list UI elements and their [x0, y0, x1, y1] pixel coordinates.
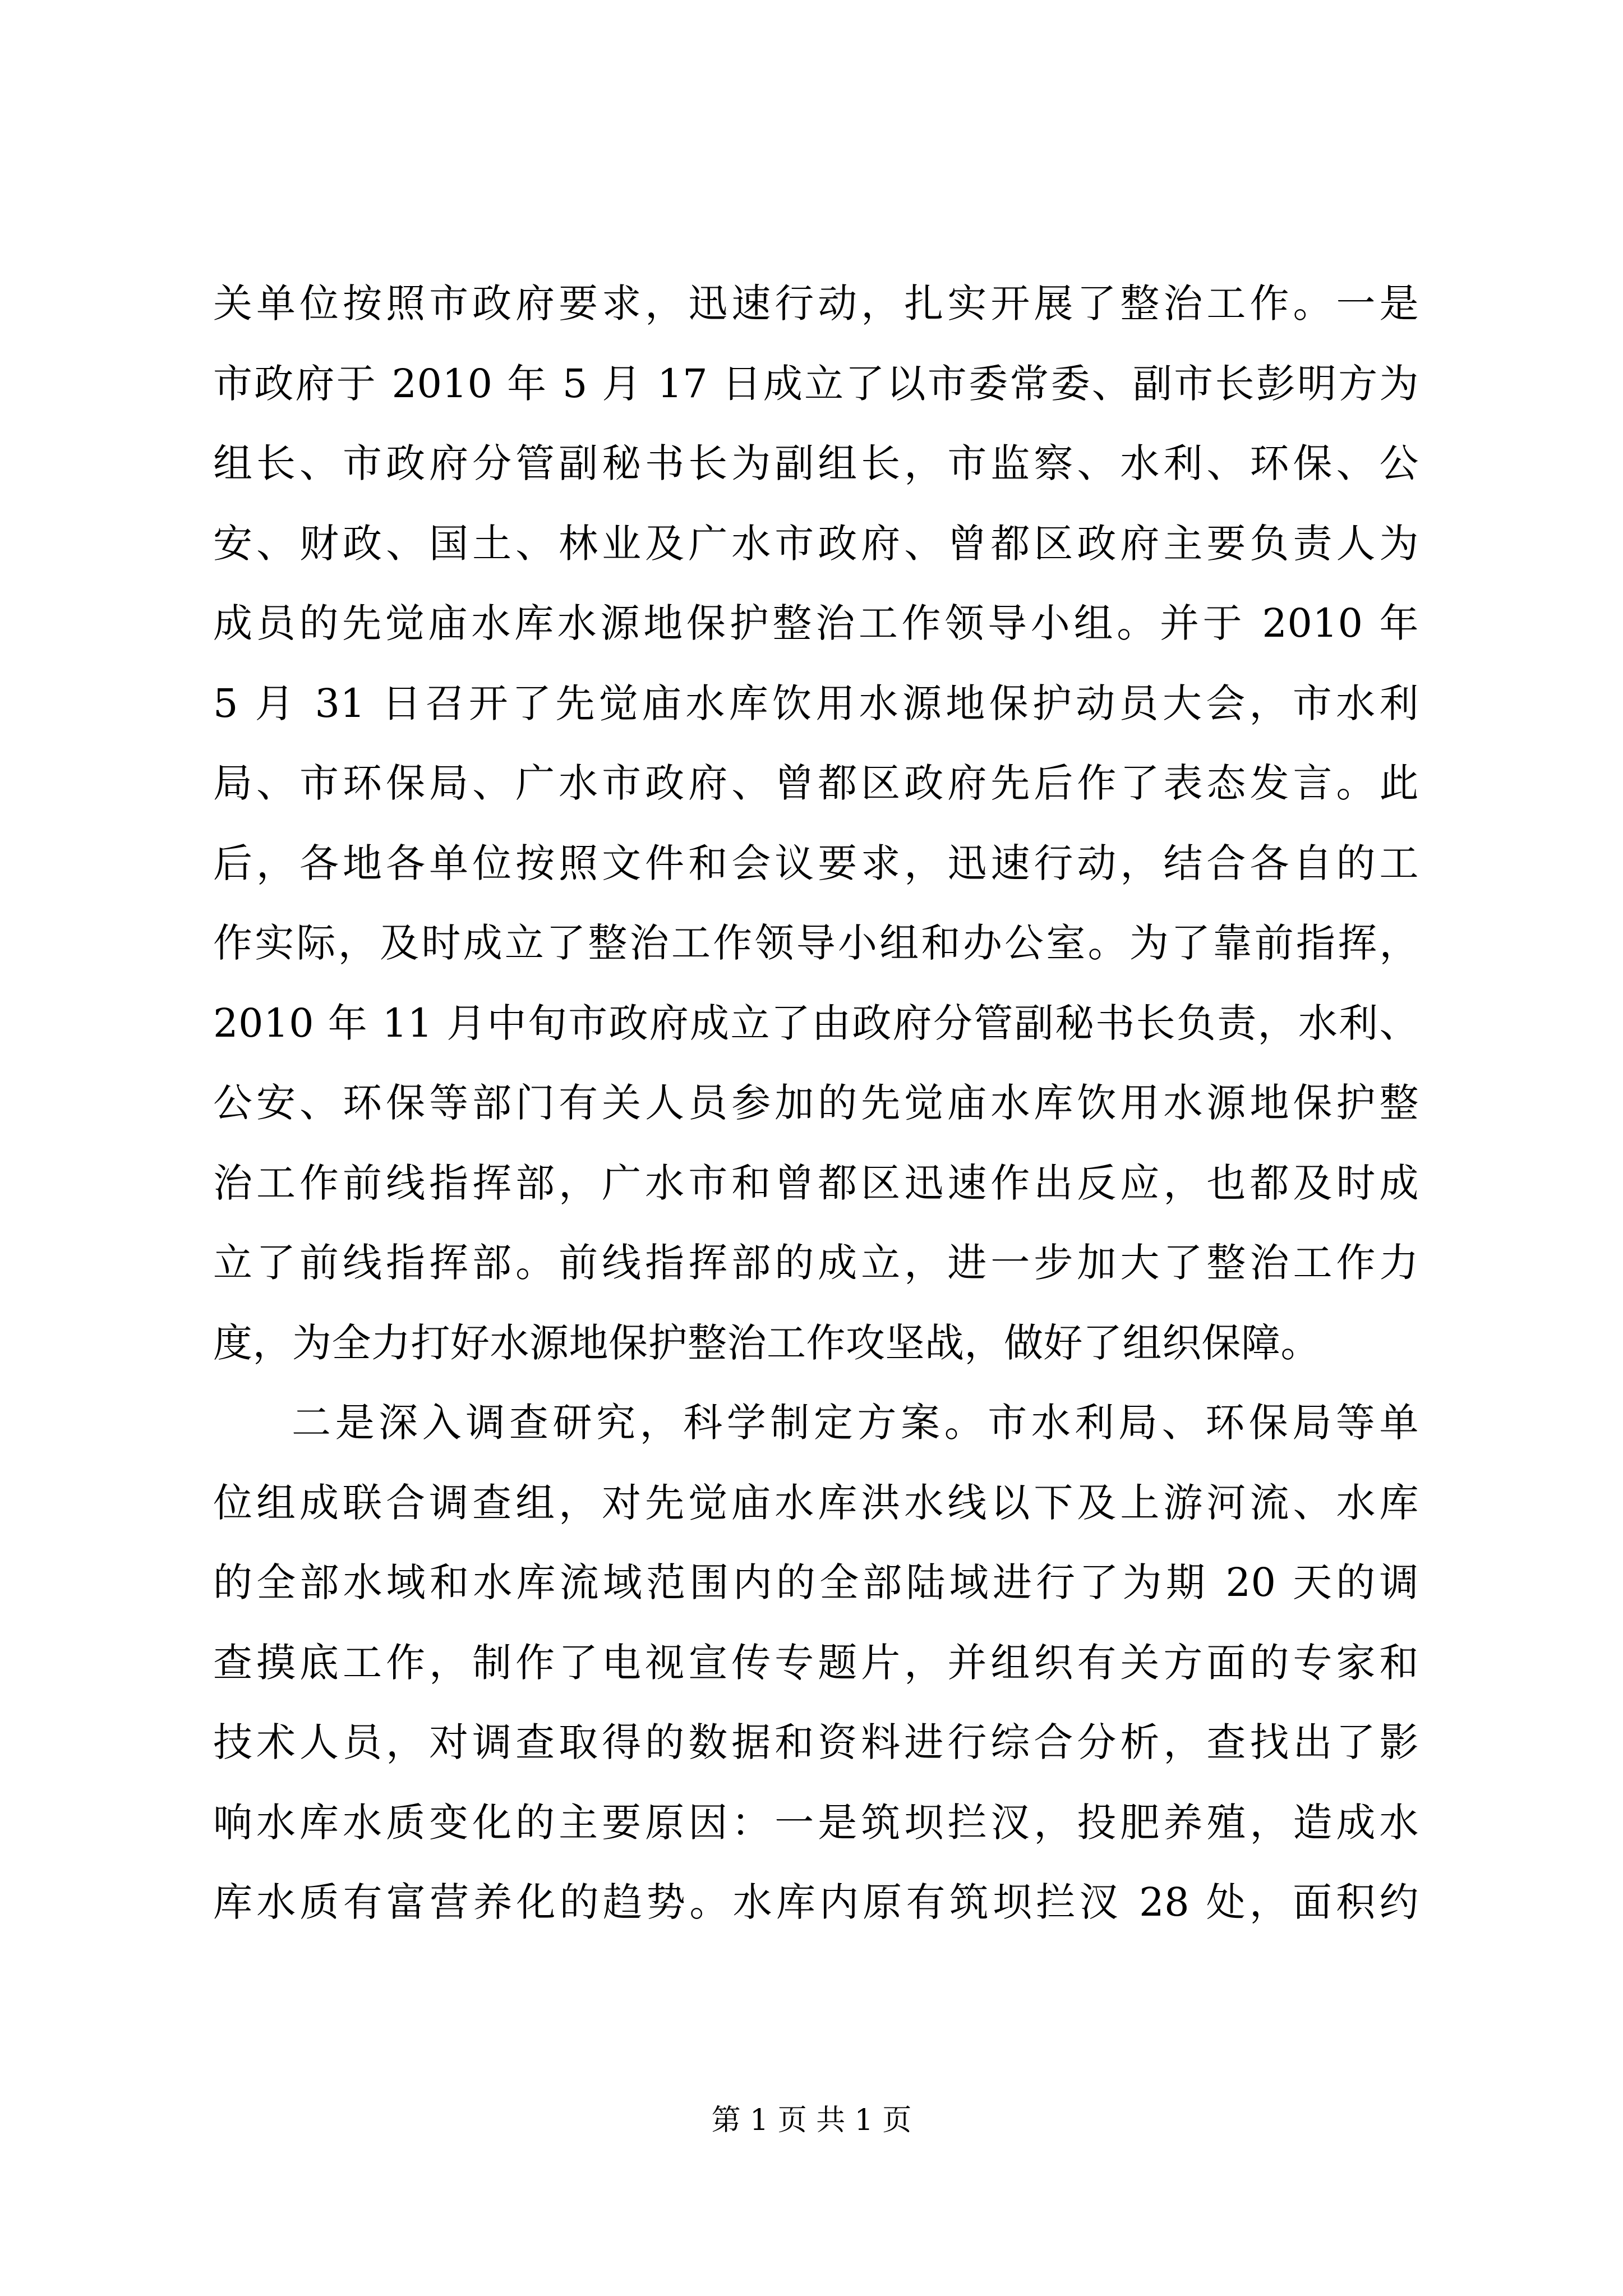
- text-line: 的全部水域和水库流域范围内的全部陆域进行了为期 20 天的调: [213, 1559, 1419, 1605]
- text-line: 5 月 31 日召开了先觉庙水库饮用水源地保护动员大会，市水利: [213, 680, 1419, 726]
- text-line: 治工作前线指挥部，广水市和曾都区迅速作出反应，也都及时成: [213, 1159, 1419, 1206]
- text-line: 后，各地各单位按照文件和会议要求，迅速行动，结合各自的工: [213, 840, 1419, 886]
- text-line: 立了前线指挥部。前线指挥部的成立，进一步加大了整治工作力: [213, 1240, 1419, 1286]
- text-line: 技术人员，对调查取得的数据和资料进行综合分析，查找出了影: [213, 1719, 1419, 1765]
- page-number: 第 1 页 共 1 页: [711, 2104, 912, 2137]
- text-line: 组长、市政府分管副秘书长为副组长，市监察、水利、环保、公: [213, 440, 1419, 486]
- text-line: 市政府于 2010 年 5 月 17 日成立了以市委常委、副市长彭明方为: [213, 360, 1419, 407]
- text-line: 局、市环保局、广水市政府、曾都区政府先后作了表态发言。此: [213, 760, 1419, 806]
- text-line: 2010 年 11 月中旬市政府成立了由政府分管副秘书长负责，水利、: [213, 1000, 1419, 1046]
- text-line: 公安、环保等部门有关人员参加的先觉庙水库饮用水源地保护整: [213, 1080, 1419, 1126]
- text-line: 成员的先觉庙水库水源地保护整治工作领导小组。并于 2010 年: [213, 600, 1419, 646]
- paragraph-start-line: 二是深入调查研究，科学制定方案。市水利局、环保局等单: [292, 1400, 1419, 1446]
- text-line: 响水库水质变化的主要原因：一是筑坝拦汊，投肥养殖，造成水: [213, 1799, 1419, 1846]
- paragraph-end-line: 度，为全力打好水源地保护整治工作攻坚战，做好了组织保障。: [213, 1319, 1320, 1366]
- body-text: [213, 264, 1419, 1943]
- text-line: 关单位按照市政府要求，迅速行动，扎实开展了整治工作。一是: [213, 280, 1419, 326]
- text-line: 安、财政、国土、林业及广水市政府、曾都区政府主要负责人为: [213, 520, 1419, 567]
- text-line: 作实际，及时成立了整治工作领导小组和办公室。为了靠前指挥，: [213, 920, 1419, 966]
- text-line: 查摸底工作，制作了电视宣传专题片，并组织有关方面的专家和: [213, 1639, 1419, 1686]
- text-line: 库水质有富营养化的趋势。水库内原有筑坝拦汊 28 处，面积约: [213, 1879, 1419, 1925]
- text-line: 位组成联合调查组，对先觉庙水库洪水线以下及上游河流、水库: [213, 1479, 1419, 1526]
- page-footer: [0, 2101, 1623, 2140]
